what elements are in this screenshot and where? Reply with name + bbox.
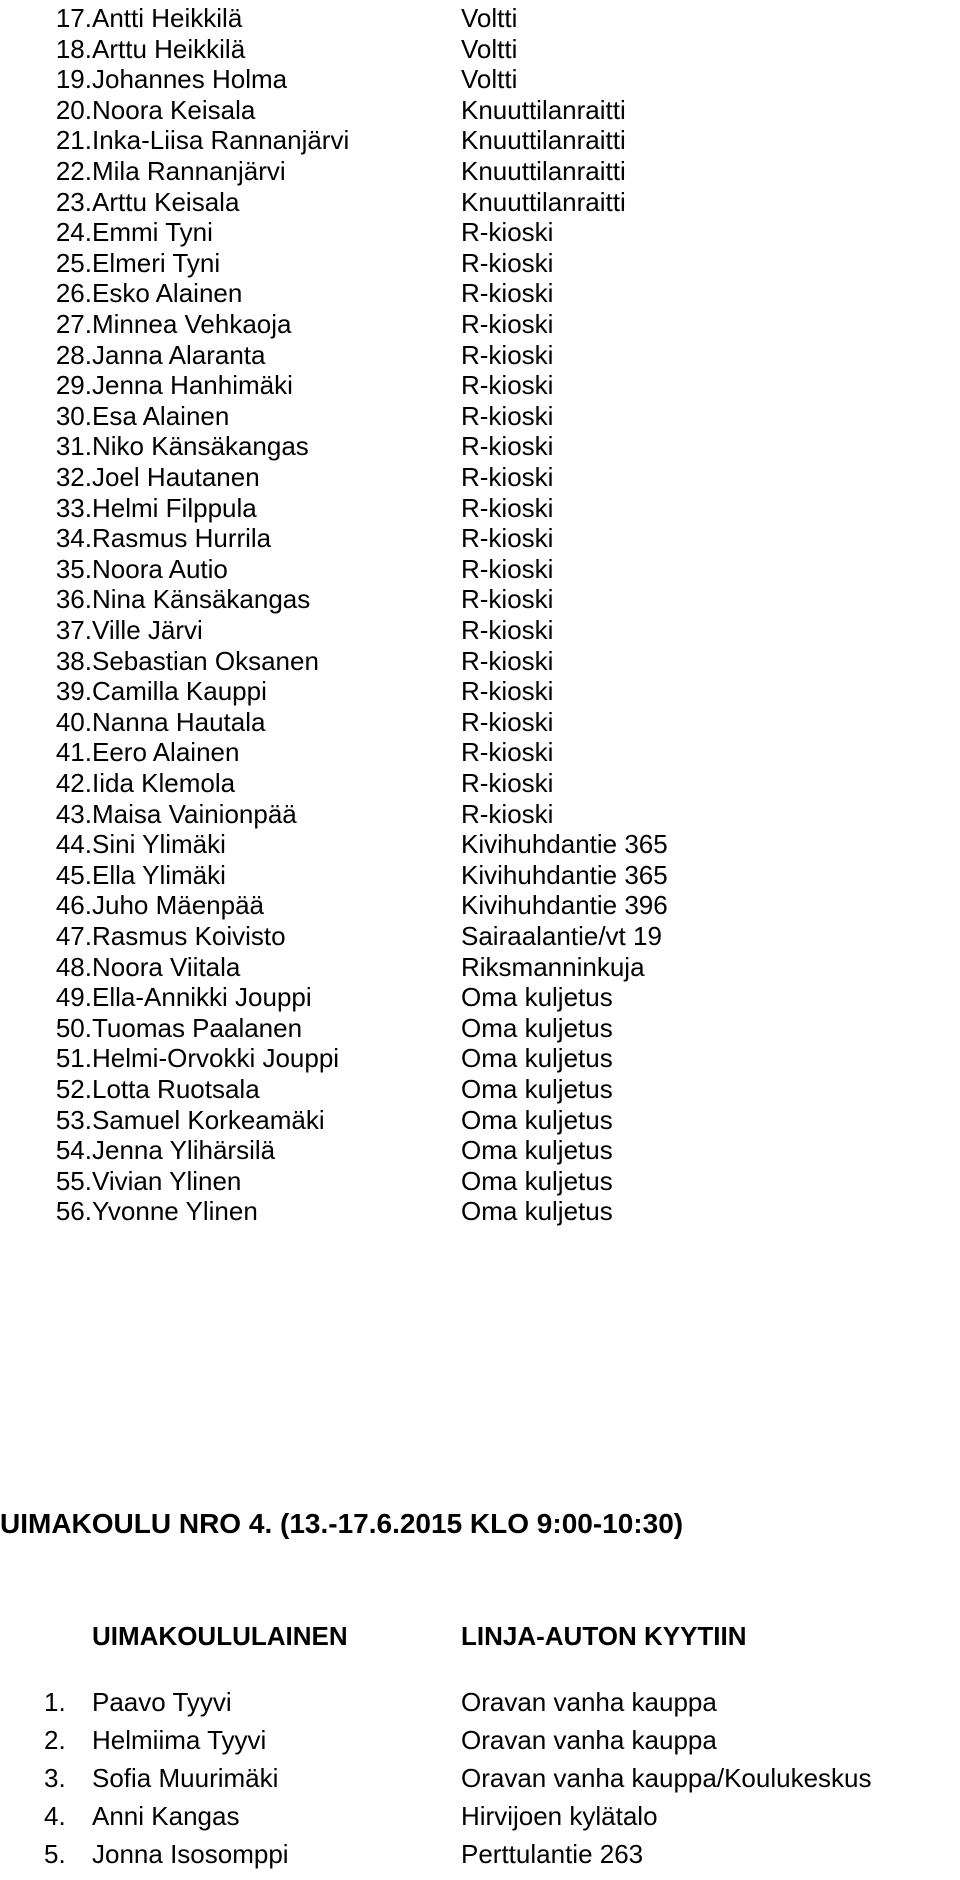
bus-stop: Knuuttilanraitti [461, 94, 626, 125]
bus-stop: R-kioski [461, 645, 554, 676]
student-name: Arttu Keisala [92, 186, 240, 217]
bus-stop: Kivihuhdantie 396 [461, 890, 668, 921]
bus-stop: Oma kuljetus [461, 1043, 613, 1074]
bus-stop: Oravan vanha kauppa [461, 1725, 717, 1755]
item-number: 30. [55, 400, 92, 431]
item-number: 42. [55, 768, 92, 798]
item-number: 21. [55, 125, 92, 156]
student-name: Lotta Ruotsala [92, 1074, 260, 1104]
student-name: Juho Mäenpää [92, 890, 265, 921]
student-name: Elmeri Tyni [92, 247, 221, 278]
student-name: Noora Keisala [92, 94, 256, 125]
student-name: Nina Känsäkangas [92, 584, 311, 615]
list-item [0, 1684, 960, 1720]
student-name: Maisa Vainionpää [92, 798, 297, 829]
student-name: Janna Alaranta [92, 339, 266, 370]
item-number: 20. [55, 94, 92, 125]
student-name: Helmi-Orvokki Jouppi [92, 1043, 340, 1074]
bus-stop: R-kioski [461, 615, 554, 645]
student-name: Ella-Annikki Jouppi [92, 982, 312, 1013]
bus-stop: Perttulantie 263 [461, 1839, 644, 1869]
bus-stop: R-kioski [461, 768, 554, 798]
item-number: 53. [55, 1104, 92, 1135]
item-number: 56. [55, 1196, 92, 1227]
student-name: Tuomas Paalanen [92, 1012, 303, 1043]
item-number: 23. [55, 186, 92, 217]
bus-stop: R-kioski [461, 400, 554, 431]
item-number: 26. [55, 278, 92, 309]
student-name: Sebastian Oksanen [92, 645, 319, 676]
student-name: Arttu Heikkilä [92, 33, 246, 64]
bus-stop: Kivihuhdantie 365 [461, 859, 668, 890]
column-header-bus: LINJA-AUTON KYYTIIN [461, 1621, 747, 1651]
student-name: Esa Alainen [92, 400, 230, 431]
bus-stop: Kivihuhdantie 365 [461, 829, 668, 860]
student-name: Eero Alainen [92, 737, 240, 768]
student-name: Emmi Tyni [92, 217, 213, 248]
bus-stop: Oravan vanha kauppa/Koulukeskus [461, 1763, 872, 1793]
bus-stop: R-kioski [461, 706, 554, 737]
student-name: Minnea Vehkaoja [92, 309, 292, 339]
item-number: 51. [55, 1043, 92, 1074]
student-name: Sofia Muurimäki [92, 1763, 279, 1793]
bus-stop: Hirvijoen kylätalo [461, 1801, 658, 1831]
bus-stop: R-kioski [461, 462, 554, 492]
student-name: Inka-Liisa Rannanjärvi [92, 125, 350, 156]
bus-stop: Oma kuljetus [461, 1104, 613, 1135]
bus-stop: R-kioski [461, 584, 554, 615]
item-number: 39. [55, 676, 92, 707]
list-item [0, 1760, 960, 1796]
section-title: UIMAKOULU NRO 4. (13.-17.6.2015 KLO 9:00-10:30) [0, 1508, 684, 1539]
item-number: 24. [55, 217, 92, 248]
item-number: 45. [55, 859, 92, 890]
bus-stop: Knuuttilanraitti [461, 186, 626, 217]
item-number: 49. [55, 982, 92, 1013]
student-name: Camilla Kauppi [92, 676, 267, 707]
item-number: 35. [55, 553, 92, 584]
bus-stop: Voltti [461, 64, 518, 95]
item-number: 32. [55, 462, 92, 492]
bus-stop: R-kioski [461, 431, 554, 462]
student-name: Joel Hautanen [92, 462, 260, 492]
bus-stop: R-kioski [461, 309, 554, 339]
item-number: 36. [55, 584, 92, 615]
student-name: Paavo Tyyvi [92, 1687, 232, 1717]
student-name: Iida Klemola [92, 768, 236, 798]
student-name: Vivian Ylinen [92, 1165, 242, 1196]
bus-stop: Oma kuljetus [461, 1135, 613, 1166]
student-name: Rasmus Koivisto [92, 921, 286, 951]
bus-stop: R-kioski [461, 553, 554, 584]
bus-stop: R-kioski [461, 676, 554, 707]
student-name: Ella Ylimäki [92, 859, 226, 890]
student-name: Esko Alainen [92, 278, 243, 309]
item-number: 22. [55, 156, 92, 186]
student-name: Jenna Hanhimäki [92, 370, 293, 401]
item-number: 40. [55, 706, 92, 737]
student-name: Anni Kangas [92, 1801, 240, 1831]
item-number: 50. [55, 1012, 92, 1043]
student-name: Rasmus Hurrila [92, 523, 272, 554]
item-number: 18. [55, 33, 92, 64]
bus-stop: Oma kuljetus [461, 1165, 613, 1196]
student-name: Antti Heikkilä [92, 3, 243, 33]
bus-stop: Oma kuljetus [461, 1196, 613, 1227]
bus-stop: Oma kuljetus [461, 1074, 613, 1104]
item-number: 41. [55, 737, 92, 768]
item-number: 19. [55, 64, 92, 95]
student-name: Jonna Isosomppi [92, 1839, 289, 1869]
bus-stop: Voltti [461, 33, 518, 64]
item-number: 1. [44, 1687, 66, 1717]
item-number: 5. [44, 1839, 66, 1869]
bus-stop: R-kioski [461, 737, 554, 768]
bus-stop: R-kioski [461, 217, 554, 248]
student-name: Mila Rannanjärvi [92, 156, 286, 186]
student-name: Yvonne Ylinen [92, 1196, 258, 1227]
item-number: 34. [55, 523, 92, 554]
list-item [0, 1193, 960, 1229]
item-number: 55. [55, 1165, 92, 1196]
student-name: Nanna Hautala [92, 706, 266, 737]
item-number: 2. [44, 1725, 66, 1755]
item-number: 43. [55, 798, 92, 829]
student-name: Noora Autio [92, 553, 228, 584]
item-number: 47. [55, 921, 92, 951]
student-name: Johannes Holma [92, 64, 288, 95]
list-item [0, 1836, 960, 1872]
bus-stop: Oma kuljetus [461, 1012, 613, 1043]
item-number: 28. [55, 339, 92, 370]
item-number: 46. [55, 890, 92, 921]
item-number: 54. [55, 1135, 92, 1166]
bus-stop: Oma kuljetus [461, 982, 613, 1013]
item-number: 48. [55, 951, 92, 982]
item-number: 27. [55, 309, 92, 339]
student-name: Helmi Filppula [92, 492, 257, 523]
list-item [0, 1722, 960, 1758]
item-number: 52. [55, 1074, 92, 1104]
bus-stop: Sairaalantie/vt 19 [461, 921, 662, 951]
bus-stop: R-kioski [461, 278, 554, 309]
bus-stop: R-kioski [461, 247, 554, 278]
item-number: 3. [44, 1763, 66, 1793]
bus-stop: R-kioski [461, 339, 554, 370]
student-name: Niko Känsäkangas [92, 431, 309, 462]
student-name: Noora Viitala [92, 951, 241, 982]
item-number: 25. [55, 247, 92, 278]
item-number: 31. [55, 431, 92, 462]
bus-stop: Knuuttilanraitti [461, 156, 626, 186]
bus-stop: R-kioski [461, 492, 554, 523]
item-number: 4. [44, 1801, 66, 1831]
item-number: 37. [55, 615, 92, 645]
item-number: 38. [55, 645, 92, 676]
item-number: 29. [55, 370, 92, 401]
student-name: Jenna Ylihärsilä [92, 1135, 276, 1166]
item-number: 17. [55, 3, 92, 33]
item-number: 44. [55, 829, 92, 860]
bus-stop: Knuuttilanraitti [461, 125, 626, 156]
bus-stop: Riksmanninkuja [461, 951, 645, 982]
bus-stop: R-kioski [461, 523, 554, 554]
student-name: Samuel Korkeamäki [92, 1104, 325, 1135]
bus-stop: Voltti [461, 3, 518, 33]
column-header-student: UIMAKOULULAINEN [92, 1621, 348, 1651]
bus-stop: Oravan vanha kauppa [461, 1687, 717, 1717]
student-name: Ville Järvi [92, 615, 203, 645]
bus-stop: R-kioski [461, 798, 554, 829]
list-item [0, 1798, 960, 1834]
student-name: Sini Ylimäki [92, 829, 226, 860]
student-name: Helmiima Tyyvi [92, 1725, 267, 1755]
item-number: 33. [55, 492, 92, 523]
bus-stop: R-kioski [461, 370, 554, 401]
